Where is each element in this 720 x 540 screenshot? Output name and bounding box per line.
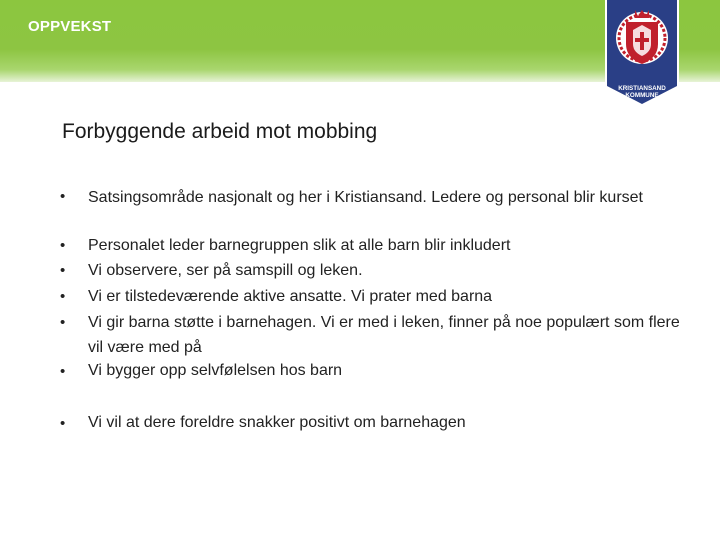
list-item: Vi vil at dere foreldre snakker positivt om barnehagen — [88, 414, 466, 431]
bullet-marker: • — [60, 237, 66, 254]
logo-line-2: KOMMUNE — [625, 92, 659, 99]
list-item: Personalet leder barnegruppen slik at alle barn blir inkludert — [88, 237, 511, 254]
section-label: OPPVEKST — [28, 18, 112, 35]
bullet-marker: • — [60, 262, 66, 279]
logo-line-1: KRISTIANSAND — [618, 85, 666, 92]
list-item: Vi gir barna støtte i barnehagen. Vi er med i leken, finner på noe populært som flere vil være med på — [88, 314, 680, 356]
coat-of-arms-icon — [607, 0, 677, 104]
list-item: Vi bygger opp selvfølelsen hos barn — [88, 362, 343, 379]
list-item: Vi er tilstedeværende aktive ansatte. Vi prater med barna — [88, 288, 493, 305]
municipality-logo — [605, 0, 679, 104]
bullet-marker: • — [60, 415, 66, 432]
bullet-marker: • — [60, 314, 66, 331]
bullet-marker: • — [60, 288, 66, 305]
list-item: Vi observere, ser på samspill og leken. — [88, 262, 363, 279]
bullet-marker: • — [60, 363, 66, 380]
slide-title: Forbyggende arbeid mot mobbing — [62, 120, 378, 143]
bullet-marker: • — [60, 188, 66, 205]
list-item: Satsingsområde nasjonalt og her i Kristiansand. Ledere og personal blir kurset — [88, 189, 643, 206]
